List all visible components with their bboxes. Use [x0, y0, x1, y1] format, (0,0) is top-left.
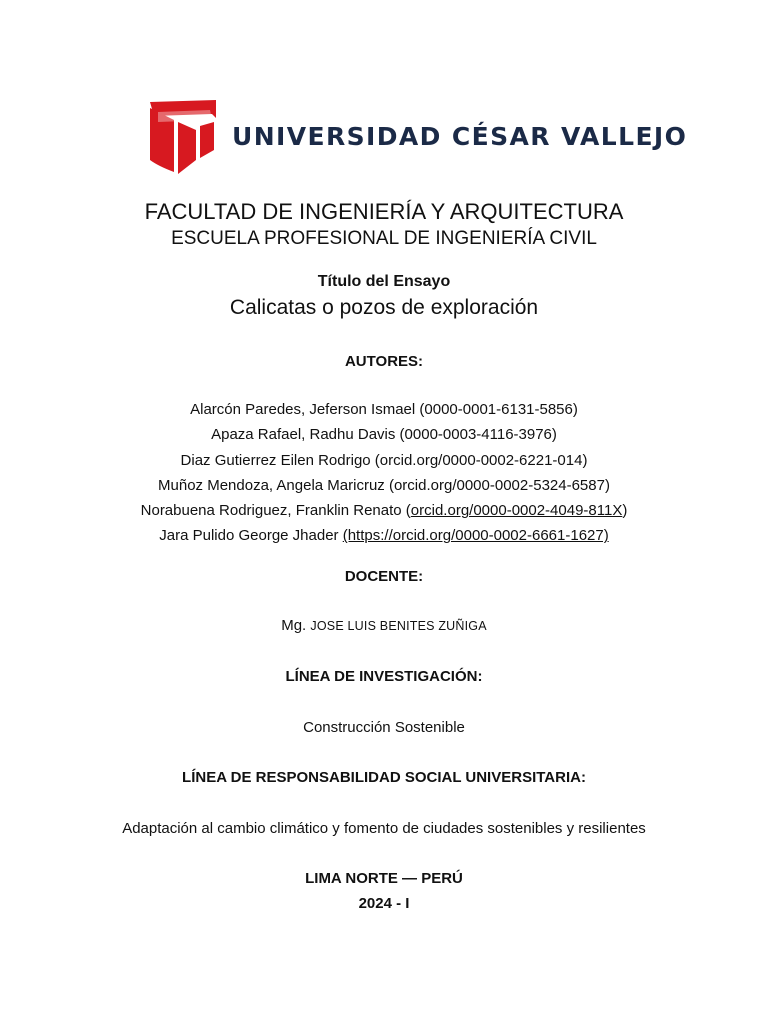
- author-item: Alarcón Paredes, Jeferson Ismael (0000-0001-6131-5856): [190, 401, 578, 418]
- author-item: Norabuena Rodriguez, Franklin Renato (orcid.org/0000-0002-4049-811X): [140, 502, 628, 520]
- faculty-title: FACULTAD DE INGENIERÍA Y ARQUITECTURA: [144, 199, 624, 224]
- advisor-name: JOSE LUIS BENITES ZUÑIGA: [310, 619, 487, 633]
- university-logo: [150, 100, 688, 174]
- research-line-value: Construcción Sostenible: [303, 719, 465, 736]
- author-orcid: orcid.org/0000-0002-6221-014: [379, 451, 583, 469]
- authors-list: [0, 397, 768, 549]
- ucv-shield-icon: [150, 100, 216, 174]
- author-item: Diaz Gutierrez Eilen Rodrigo (orcid.org/0000-0002-6221-014): [180, 451, 588, 469]
- author-orcid: 0000-0003-4116-3976: [404, 426, 552, 444]
- advisor-line: [0, 617, 768, 634]
- social-line-heading: LÍNEA DE RESPONSABILIDAD SOCIAL UNIVERSITARIA:: [182, 769, 586, 786]
- school-title: ESCUELA PROFESIONAL DE INGENIERÍA CIVIL: [171, 228, 597, 249]
- research-line-heading: LÍNEA DE INVESTIGACIÓN:: [285, 668, 483, 685]
- author-item: Jara Pulido George Jhader (https://orcid.org/0000-0002-6661-1627): [159, 527, 609, 545]
- location: LIMA NORTE — PERÚ: [305, 870, 463, 887]
- academic-period: 2024 - I: [358, 895, 410, 912]
- authors-heading: AUTORES:: [344, 353, 424, 370]
- author-item: Apaza Rafael, Radhu Davis (0000-0003-4116-3976): [211, 426, 557, 444]
- advisor-heading: DOCENTE:: [344, 568, 424, 585]
- social-line-value: Adaptación al cambio climático y fomento de ciudades sostenibles y resilientes: [122, 820, 646, 837]
- author-orcid-link[interactable]: orcid.org/0000-0002-4049-811X: [410, 502, 623, 520]
- author-item: Muñoz Mendoza, Angela Maricruz (orcid.org/0000-0002-5324-6587): [158, 476, 610, 494]
- author-orcid-link[interactable]: (https://orcid.org/0000-0002-6661-1627): [342, 527, 609, 545]
- author-orcid: 0000-0001-6131-5856: [424, 401, 573, 418]
- author-orcid: orcid.org/0000-0002-5324-6587: [393, 476, 605, 494]
- university-name: UNIVERSIDAD CÉSAR VALLEJO: [232, 122, 688, 151]
- advisor-prefix: Mg.: [281, 617, 307, 634]
- essay-title: Calicatas o pozos de exploración: [229, 296, 539, 319]
- essay-title-label: Título del Ensayo: [317, 273, 451, 290]
